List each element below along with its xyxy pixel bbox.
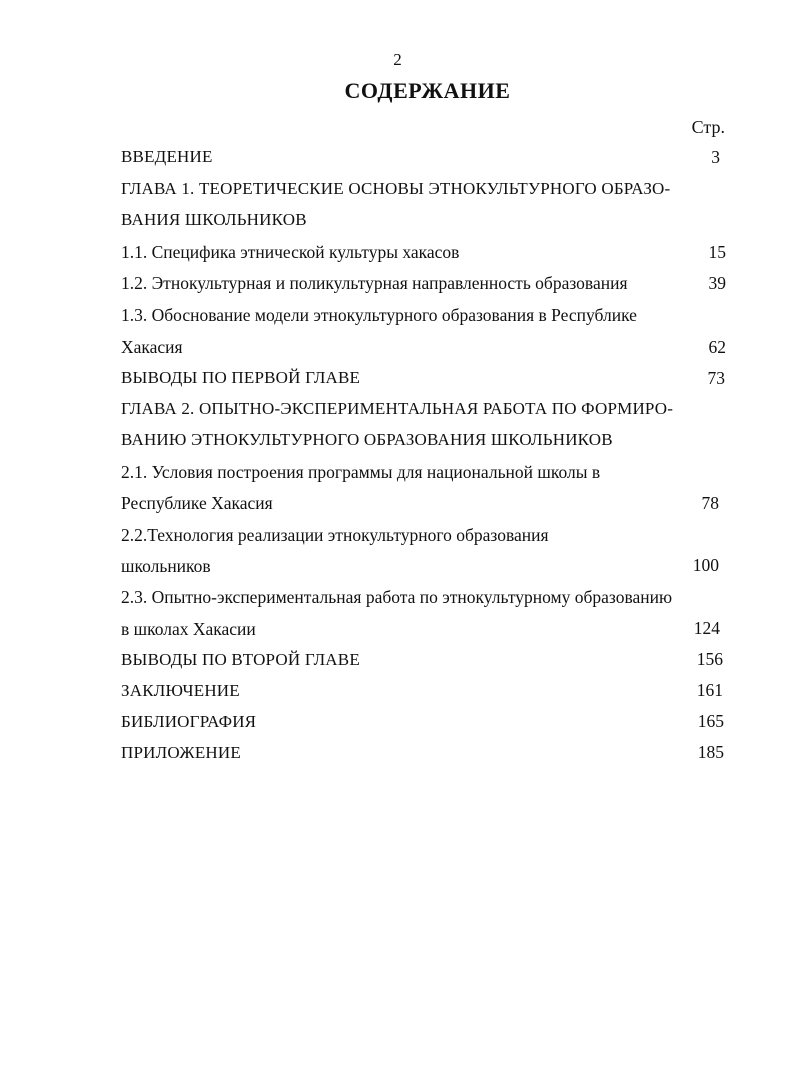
toc-bibliography: БИБЛИОГРАФИЯ (121, 712, 257, 731)
toc-page-intro: 3 (711, 147, 720, 167)
toc-section-2-2-line2: школьников (121, 556, 211, 576)
toc-page-appendix: 185 (697, 742, 724, 762)
toc-section-1-3-line1: 1.3. Обоснование модели этнокультурного образования в Республике (121, 305, 637, 325)
toc-conclusions-chapter1: ВЫВОДЫ ПО ПЕРВОЙ ГЛАВЕ (121, 368, 361, 387)
toc-section-2-3-line1: 2.3. Опытно-экспериментальная работа по этнокультурному образованию (121, 587, 673, 607)
toc-page-1-1: 15 (708, 242, 726, 262)
toc-page-2-1: 78 (701, 493, 719, 513)
toc-appendix: ПРИЛОЖЕНИЕ (121, 743, 241, 762)
toc-page-bibliography: 165 (697, 711, 724, 731)
toc-chapter1-line1: ГЛАВА 1. ТЕОРЕТИЧЕСКИЕ ОСНОВЫ ЭТНОКУЛЬТУРНОГО ОБРАЗО- (121, 179, 671, 198)
toc-page-conclusions-chapter1: 73 (707, 368, 725, 388)
toc-entry-intro: ВВЕДЕНИЕ (121, 147, 213, 166)
toc-section-2-1-line2: Республике Хакасия (121, 493, 273, 513)
toc-chapter2-line2: ВАНИЮ ЭТНОКУЛЬТУРНОГО ОБРАЗОВАНИЯ ШКОЛЬНИКОВ (121, 430, 613, 449)
toc-section-1-3-line2: Хакасия (121, 337, 183, 357)
toc-conclusion: ЗАКЛЮЧЕНИЕ (121, 681, 240, 700)
page-title: СОДЕРЖАНИЕ (344, 78, 511, 103)
toc-section-1-1: 1.1. Специфика этнической культуры хакасов (121, 242, 460, 262)
toc-page-2-3: 124 (693, 618, 720, 638)
page-number: 2 (393, 50, 402, 69)
toc-page-conclusion: 161 (696, 680, 723, 700)
toc-chapter1-line2: ВАНИЯ ШКОЛЬНИКОВ (121, 210, 307, 229)
toc-section-1-2: 1.2. Этнокультурная и поликультурная направленность образования (121, 273, 628, 293)
toc-section-2-2-line1: 2.2.Технология реализации этнокультурного образования (121, 525, 549, 545)
toc-page-conclusions-chapter2: 156 (696, 649, 723, 669)
pages-column-header: Стр. (691, 117, 725, 137)
toc-section-2-1-line1: 2.1. Условия построения программы для национальной школы в (121, 462, 601, 482)
toc-page-1-2: 39 (708, 273, 726, 293)
toc-section-2-3-line2: в школах Хакасии (121, 619, 256, 639)
toc-conclusions-chapter2: ВЫВОДЫ ПО ВТОРОЙ ГЛАВЕ (121, 650, 360, 669)
toc-chapter2-line1: ГЛАВА 2. ОПЫТНО-ЭКСПЕРИМЕНТАЛЬНАЯ РАБОТА ПО ФОРМИРО- (121, 399, 674, 418)
toc-page-1-3: 62 (708, 337, 726, 357)
toc-page-2-2: 100 (692, 555, 719, 575)
